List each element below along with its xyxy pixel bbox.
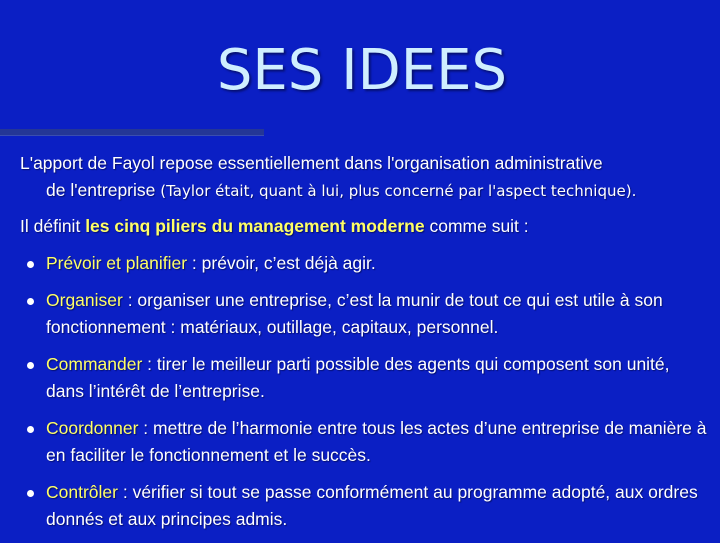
pillar-text: : tirer le meilleur parti possible des agents qui composent son unité, dans l’intérêt de l’entreprise. xyxy=(46,354,670,401)
pillar-term: Commander xyxy=(46,354,143,374)
pillar-item-organiser xyxy=(20,287,710,341)
piliers-highlight: les cinq piliers du management moderne xyxy=(85,216,425,236)
title-divider xyxy=(0,129,264,136)
bullet-icon xyxy=(27,298,34,305)
pillar-term: Prévoir et planifier xyxy=(46,253,188,273)
defines-prefix: Il définit xyxy=(20,216,86,236)
slide-title: SES IDEES xyxy=(216,38,508,103)
pillar-item-commander xyxy=(20,351,710,405)
intro-line-2-text: de l'entreprise xyxy=(46,180,161,200)
pillar-text: : organiser une entreprise, c’est la munir de tout ce qui est utile à son fonctionnement : matériaux, outillage, capitaux, personnel. xyxy=(46,290,663,337)
pillar-item-prevoir xyxy=(20,250,710,277)
slide-content xyxy=(20,150,710,543)
pillar-term: Organiser xyxy=(46,290,123,310)
pillar-text: : prévoir, c’est déjà agir. xyxy=(187,253,376,273)
pillar-text: : vérifier si tout se passe conformément au programme adopté, aux ordres donnés et aux principes admis. xyxy=(46,482,698,529)
defines-suffix: comme suit : xyxy=(424,216,529,236)
intro-line-2 xyxy=(20,177,710,205)
intro-paragraph xyxy=(20,150,710,205)
bullet-icon xyxy=(27,261,34,268)
pillar-term: Contrôler xyxy=(46,482,118,502)
bullet-icon xyxy=(27,362,34,369)
bullet-icon xyxy=(27,490,34,497)
pillar-item-controler xyxy=(20,479,710,533)
intro-aside: (Taylor était, quant à lui, plus concerné par l'aspect technique). xyxy=(160,182,637,200)
pillar-text: : mettre de l’harmonie entre tous les actes d’une entreprise de manière à en faciliter le fonctionnement et le succès. xyxy=(46,418,707,465)
bullet-icon xyxy=(27,426,34,433)
pillars-list xyxy=(20,250,710,533)
pillar-term: Coordonner xyxy=(46,418,139,438)
pillar-item-coordonner xyxy=(20,415,710,469)
defines-paragraph xyxy=(20,213,710,240)
intro-line-1: L'apport de Fayol repose essentiellement dans l'organisation administrative xyxy=(20,153,603,173)
